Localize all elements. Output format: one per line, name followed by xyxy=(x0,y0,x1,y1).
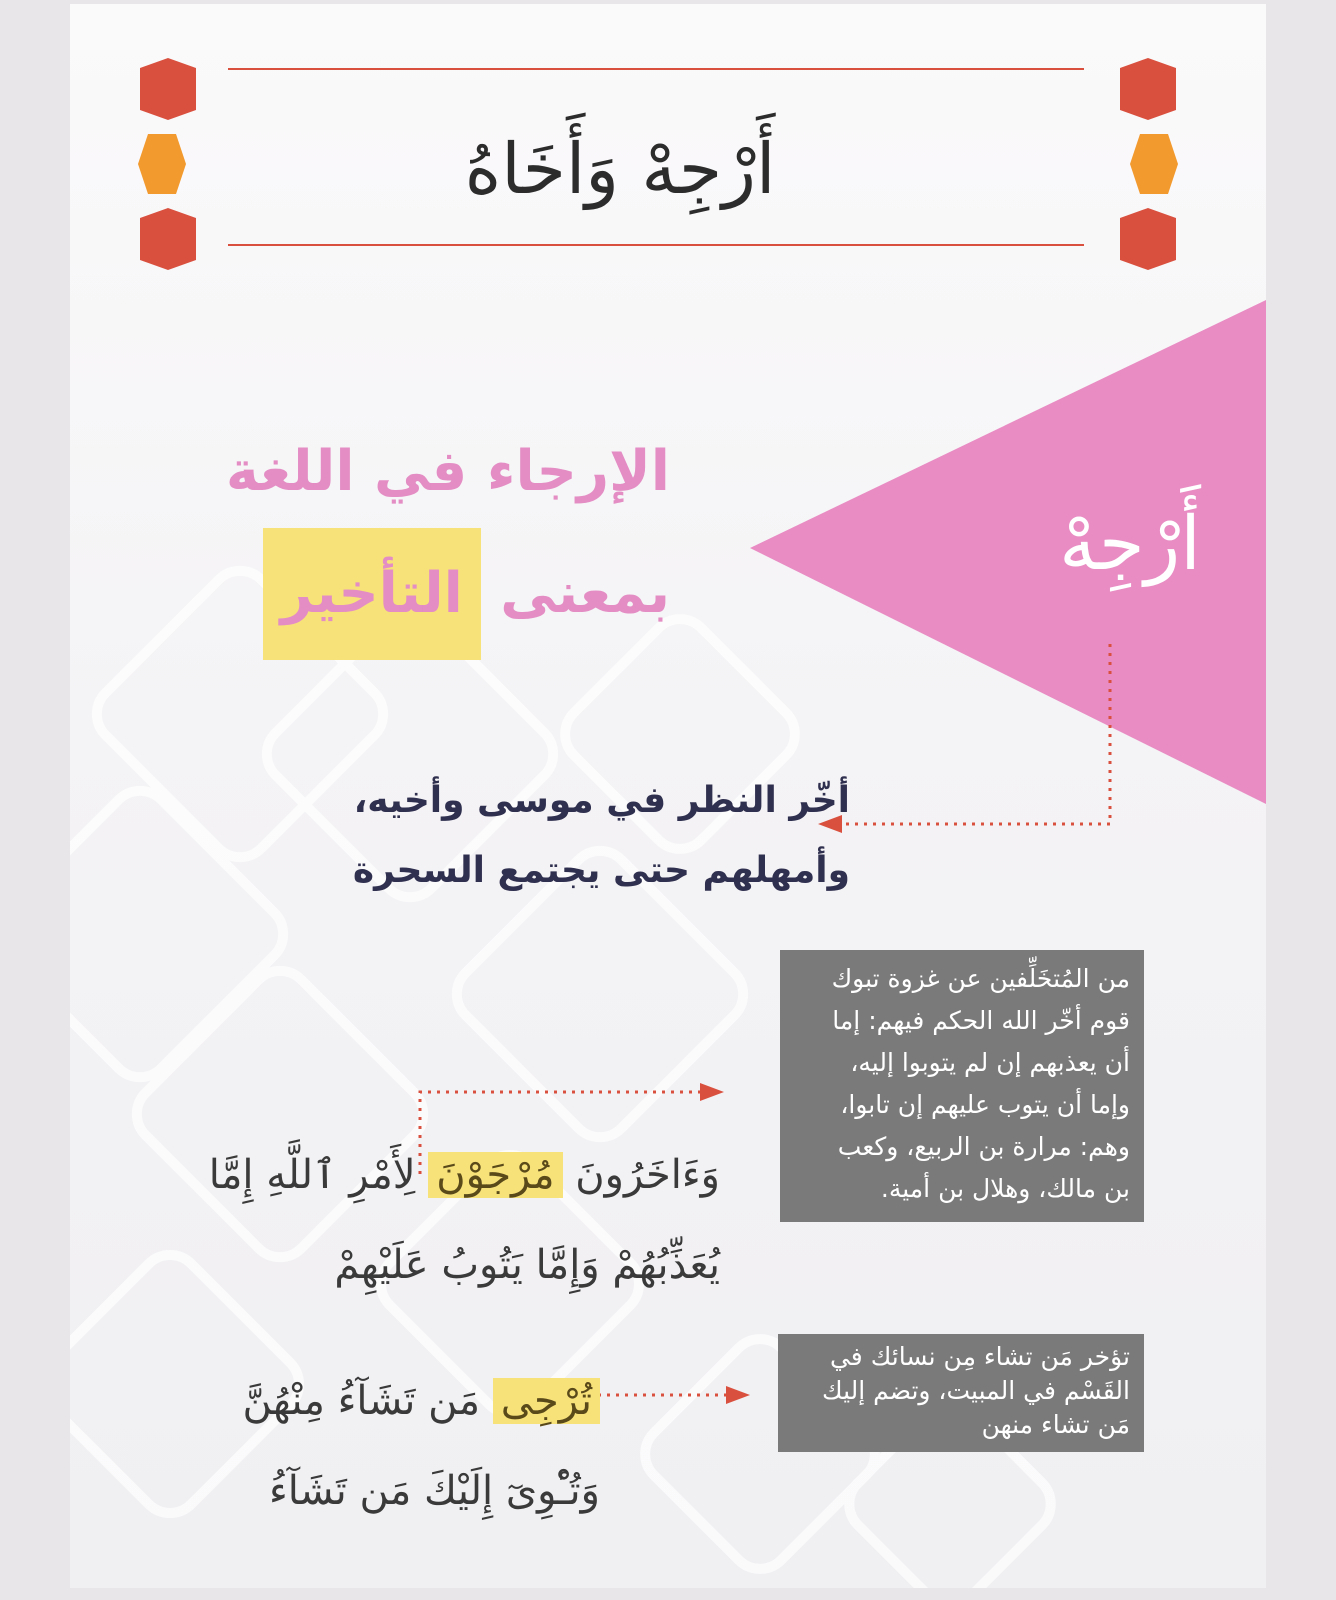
explanation-line: أخّر النظر في موسى وأخيه، xyxy=(353,780,850,821)
tabuk-explanation-box xyxy=(780,950,1144,1222)
box-line: أن يعذبهم إن لم يتوبوا إليه، xyxy=(850,1048,1130,1077)
left-ornament-icon xyxy=(110,54,210,274)
verse-1-line-2: يُعَذِّبُهُمْ وَإِمَّا يَتُوبُ عَلَيْهِمْ xyxy=(334,1242,720,1288)
meaning-row xyxy=(190,528,670,660)
verse-2-line-1 xyxy=(130,1356,600,1446)
connector-arrow-3 xyxy=(598,1380,758,1410)
verse-1 xyxy=(110,1130,720,1310)
verse-2-highlight: تُرْجِى xyxy=(493,1378,600,1424)
box-line: مَن تشاء منهن xyxy=(981,1410,1130,1439)
verse-1-before: وَءَاخَرُونَ xyxy=(575,1152,720,1198)
right-ornament-icon xyxy=(1106,54,1206,274)
connector-arrow-1 xyxy=(810,634,1210,854)
box-line: من المُتخَلِّفين عن غزوة تبوك xyxy=(831,964,1130,993)
verse-1-line-1 xyxy=(110,1130,720,1220)
verse-1-highlight: مُرْجَوْنَ xyxy=(428,1152,562,1198)
explanation-line: وأمهلهم حتى يجتمع السحرة xyxy=(352,850,850,891)
box-line: قوم أخّر الله الحكم فيهم: إما xyxy=(832,1006,1130,1035)
meaning-highlight: التأخير xyxy=(263,528,481,660)
verse-2-line-2: وَتُـْٔوِىٓ إِلَيْكَ مَن تَشَآءُ xyxy=(268,1468,600,1514)
infographic-card xyxy=(70,4,1266,1588)
box-line: القَسْم في المبيت، وتضم إليك xyxy=(822,1376,1130,1405)
box-line: وهم: مرارة بن الربيع، وكعب xyxy=(837,1132,1130,1161)
verse-2-after: مَن تَشَآءُ مِنْهُنَّ xyxy=(242,1378,480,1424)
title-bottom-line xyxy=(228,244,1084,246)
wives-explanation-box xyxy=(778,1334,1144,1452)
explanation-text xyxy=(230,766,850,906)
main-title: أَرْجِهْ وَأَخَاهُ xyxy=(464,128,776,210)
verse-1-after: لِأَمْرِ ٱللَّهِ إِمَّا xyxy=(208,1152,416,1198)
box-line: وإما أن يتوب عليهم إن تابوا، xyxy=(840,1090,1130,1119)
language-heading: الإرجاء في اللغة xyxy=(225,439,670,504)
triangle-word: أَرْجِهْ xyxy=(1059,501,1201,587)
box-line: بن مالك، وهلال بن أمية. xyxy=(880,1174,1130,1203)
meaning-prefix: بمعنى xyxy=(500,561,670,626)
verse-2 xyxy=(130,1356,600,1536)
title-top-line xyxy=(228,68,1084,70)
box-line: تؤخر مَن تشاء مِن نسائك في xyxy=(829,1342,1130,1371)
